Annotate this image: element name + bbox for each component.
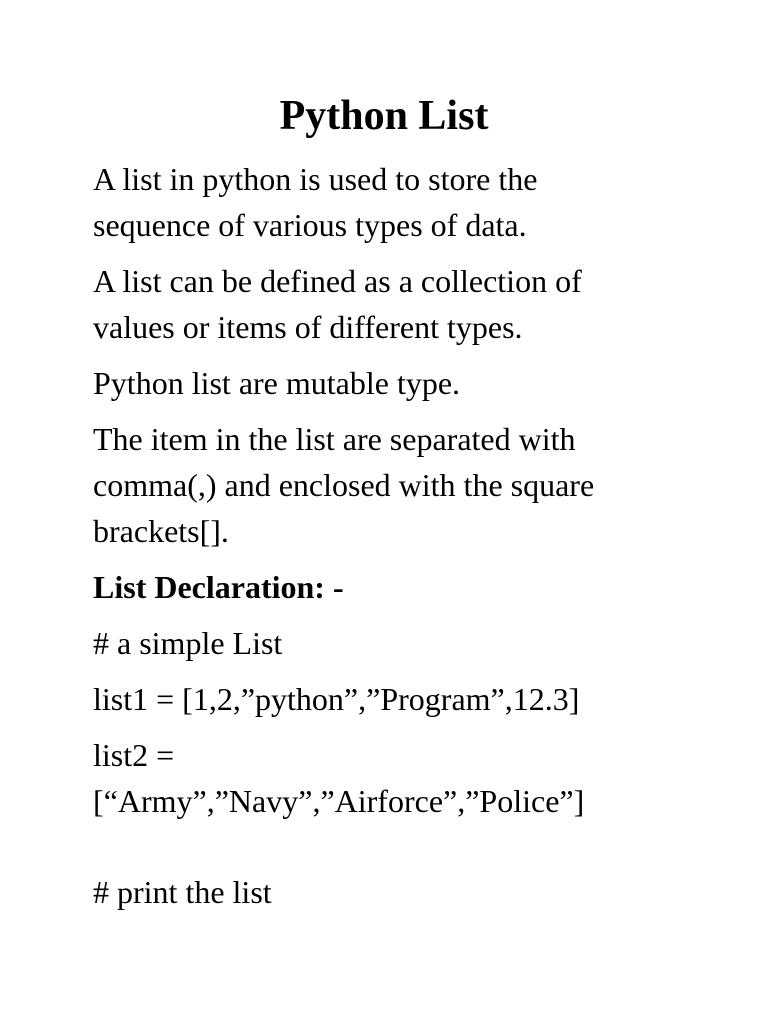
paragraph-list-syntax [93, 416, 713, 554]
paragraph-line: Python list are mutable type. [93, 365, 461, 401]
document-body [93, 156, 713, 925]
paragraph-list-definition [93, 258, 713, 350]
list2-assignment-line: list2 = [93, 737, 175, 773]
paragraph-line: A list in python is used to store the [93, 161, 538, 197]
list2-declaration [93, 732, 713, 824]
comment-print-list: # print the list [93, 874, 272, 910]
paragraph-list-purpose [93, 156, 713, 248]
blank-line-spacer [93, 824, 713, 869]
paragraph-line: A list can be defined as a collection of [93, 263, 582, 299]
paragraph-line: The item in the list are separated with [93, 421, 576, 457]
comment-simple-list: # a simple List [93, 625, 283, 661]
paragraph-list-mutable [93, 360, 713, 406]
list2-values-line: [“Army”,”Navy”,”Airforce”,”Police”] [93, 783, 585, 819]
document-title: Python List [279, 93, 489, 139]
list-declaration-heading: List Declaration: - [93, 569, 344, 605]
list1-declaration: list1 = [1,2,”python”,”Program”,12.3] [93, 681, 580, 717]
paragraph-line: sequence of various types of data. [93, 207, 527, 243]
paragraph-line: brackets[]. [93, 513, 229, 549]
paragraph-line: values or items of different types. [93, 309, 523, 345]
paragraph-line: comma(,) and enclosed with the square [93, 467, 595, 503]
